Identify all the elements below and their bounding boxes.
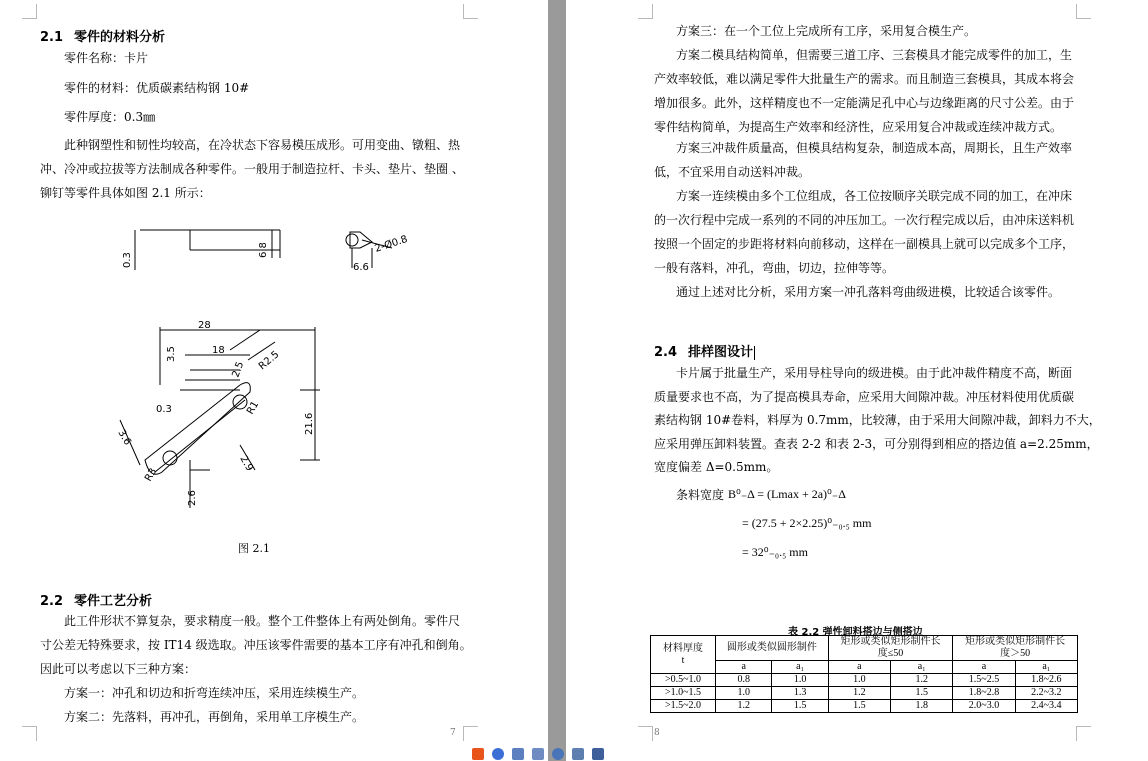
crop-mark [638,726,653,741]
paragraph-line: 铆钉等零件具体如图 2.1 所示： [40,186,211,200]
page-number: 8 [654,728,660,738]
table-cell: 1.2 [716,700,772,713]
section-heading-2-4: 2.4 排样图设计 [654,345,754,360]
table-cell: >1.0~1.5 [651,687,716,700]
paragraph-line: 产效率较低，难以满足零件大批量生产的需求。而且制造三套模具，其成本将会 [654,72,1075,86]
dim-label: 6.6 [353,262,369,273]
paragraph-line: 素结构钢 10#卷料，料厚为 0.7mm，比较薄，由于采用大间隙冲裁，卸料力不大， [654,413,1101,427]
dim-label: 3.6 [115,428,133,448]
table-cell: 0.8 [716,674,772,687]
crop-mark [22,726,37,741]
table-title: 表 2.2 弹性卸料搭边与侧搭边 [788,627,923,638]
paragraph-line: 质量要求也不高，为了提高模具寿命，应采用大间隙冲裁。冲压材料使用优质碳 [654,390,1075,404]
table-cell: 1.5 [828,700,890,713]
table-cell: 1.0 [772,674,828,687]
table-header-cell: 矩形或类似矩形制件长 度≤50 [828,636,953,661]
dim-label: 0.3 [156,404,172,415]
dim-label: 28 [198,320,211,331]
table-header-cell: a₁ [772,661,828,674]
table-header-cell: a₁ [1015,661,1077,674]
table-cell: 1.0 [716,687,772,700]
grid-icon[interactable] [572,748,584,760]
paragraph-line: 应采用弹压卸料装置。查表 2-2 和表 2-3，可分别得到相应的搭边值 a=2.25mm， [654,437,1099,451]
dot-icon[interactable] [492,748,504,760]
part-name-line: 零件名称：卡片 [64,51,149,65]
paragraph-line: 冲、冷冲或拉拔等方法制成各种零件。一般用于制造拉杆、卡头、垫片、垫圈 、 [40,162,464,176]
dim-label: 3.5 [166,346,177,362]
table-cell: 1.8~2.6 [1015,674,1077,687]
data-table [650,635,1078,713]
table-cell: 1.2 [828,687,890,700]
paragraph-line: 一般有落料，冲孔，弯曲，切边，拉伸等等。 [654,261,895,275]
s-icon[interactable] [472,748,484,760]
text-cursor [754,346,755,360]
table-cell: 1.0 [828,674,890,687]
table-header-cell: 矩形或类似矩形制件长 度＞50 [953,636,1078,661]
formula-line: = (27.5 + 2×2.25)⁰₋₀.₅ mm [742,516,872,530]
table-header-cell: a [953,661,1015,674]
paragraph-line: 零件结构简单，为提高生产效率和经济性，应采用复合冲裁或连续冲裁方式。 [654,120,1063,134]
paragraph-line: 方案三冲裁件质量高，但模具结构复杂，制造成本高，周期长，且生产效率 [676,141,1073,155]
table-cell: 1.5 [891,687,953,700]
table-row [651,700,1078,713]
mic-icon[interactable] [512,748,524,760]
keyboard-icon[interactable] [532,748,544,760]
table-cell: 1.3 [772,687,828,700]
part-drawing [100,210,450,520]
plan-line: 方案一：冲孔和切边和折弯连续冲压，采用连续模生产。 [64,686,365,700]
material-line: 零件的材料：优质碳素结构钢 10# [64,81,250,95]
table-cell: 1.5~2.5 [953,674,1015,687]
dim-label: 21.6 [304,412,315,435]
formula-line: B⁰₋Δ = (Lmax + 2a)⁰₋Δ [728,487,846,501]
dim-label: 2.5 [230,360,247,380]
section-heading-2-2: 2.2 零件工艺分析 [40,594,153,609]
table-row [651,687,1078,700]
dim-label: R2.5 [256,349,282,373]
dim-label: 2.6 [187,490,198,506]
table-header-cell: 圆形或类似圆形制件 [716,636,829,661]
paragraph-line: 宽度偏差 Δ=0.5mm。 [654,460,779,474]
table-cell: 1.2 [891,674,953,687]
crop-mark [22,4,37,19]
paragraph-line: 因此可以考虑以下三种方案： [40,662,197,676]
page-gutter [548,0,566,761]
ime-toolbar [472,747,604,761]
user-icon[interactable] [552,748,564,760]
paragraph-line: 卡片属于批量生产，采用导柱导向的级进模。由于此冲裁件精度不高，断面 [676,366,1073,380]
page-number: 7 [450,728,456,738]
table-cell: 1.5 [772,700,828,713]
crop-mark [638,4,653,19]
dim-label: 6.8 [258,242,269,258]
dim-label: 0.3 [122,252,133,268]
table-cell: 2.0~3.0 [953,700,1015,713]
table-cell: 2.2~3.2 [1015,687,1077,700]
thickness-line: 零件厚度：0.3㎜ [64,110,156,124]
paragraph-line: 此种钢塑性和韧性均较高，在冷状态下容易模压成形。可用变曲、镦粗、热 [64,138,461,152]
paragraph-line: 增加很多。此外，这样精度也不一定能满足孔中心与边缘距离的尺寸公差。由于 [654,96,1075,110]
table-row [651,674,1078,687]
table-header-cell: a [828,661,890,674]
dim-label: R1 [245,399,262,417]
dim-label: 18 [212,345,225,356]
section-heading-2-1: 2.1 零件的材料分析 [40,30,166,45]
table-subheader-row [651,661,1078,674]
dim-label: 2-Ø0.8 [373,233,410,255]
crop-mark [463,4,478,19]
formula-line: = 32⁰₋₀.₅ mm [742,545,808,559]
paragraph-line: 的一次行程中完成一系列的不同的冲压加工。一次行程完成以后，由冲床送料机 [654,213,1075,227]
formula-label: 条料宽度 [676,488,725,502]
table-cell: 2.4~3.4 [1015,700,1077,713]
crop-mark [1076,726,1091,741]
table-cell: 1.8 [891,700,953,713]
table-cell: >0.5~1.0 [651,674,716,687]
paragraph-line: 方案二模具结构简单，但需要三道工序、三套模具才能完成零件的加工，生 [676,48,1073,62]
table-header-cell: 材料厚度 t [651,636,716,674]
paragraph-line: 按照一个固定的步距将材料向前移动，这样在一副模具上就可以完成多个工序， [654,237,1075,251]
figure-caption: 图 2.1 [238,542,270,555]
dim-label: R3 [143,466,160,484]
crop-mark [1076,4,1091,19]
paragraph-line: 方案一连续模由多个工位组成，各工位按顺序关联完成不同的加工，在冲床 [676,189,1073,203]
table-cell: 1.8~2.8 [953,687,1015,700]
plan-line: 方案三：在一个工位上完成所有工序，采用复合模生产。 [676,24,977,38]
paragraph-line: 通过上述对比分析，采用方案一冲孔落料弯曲级进模，比较适合该零件。 [676,285,1061,299]
table-cell: >1.5~2.0 [651,700,716,713]
table-header-row [651,636,1078,661]
paragraph-line: 低，不宜采用自动送料冲裁。 [654,165,811,179]
shirt-icon[interactable] [592,748,604,760]
crop-mark [463,726,478,741]
table-header-cell: a₁ [891,661,953,674]
table-header-cell: a [716,661,772,674]
page-left [0,0,548,761]
paragraph-line: 此工件形状不算复杂，要求精度一般。整个工件整体上有两处倒角。零件尺 [64,614,461,628]
plan-line: 方案二：先落料，再冲孔，再倒角，采用单工序模生产。 [64,710,365,724]
dim-label: 2.9 [237,454,255,474]
page-right [566,0,1148,761]
paragraph-line: 寸公差无特殊要求，按 IT14 级选取。冲压该零件需要的基本工序有冲孔和倒角。 [40,638,472,652]
